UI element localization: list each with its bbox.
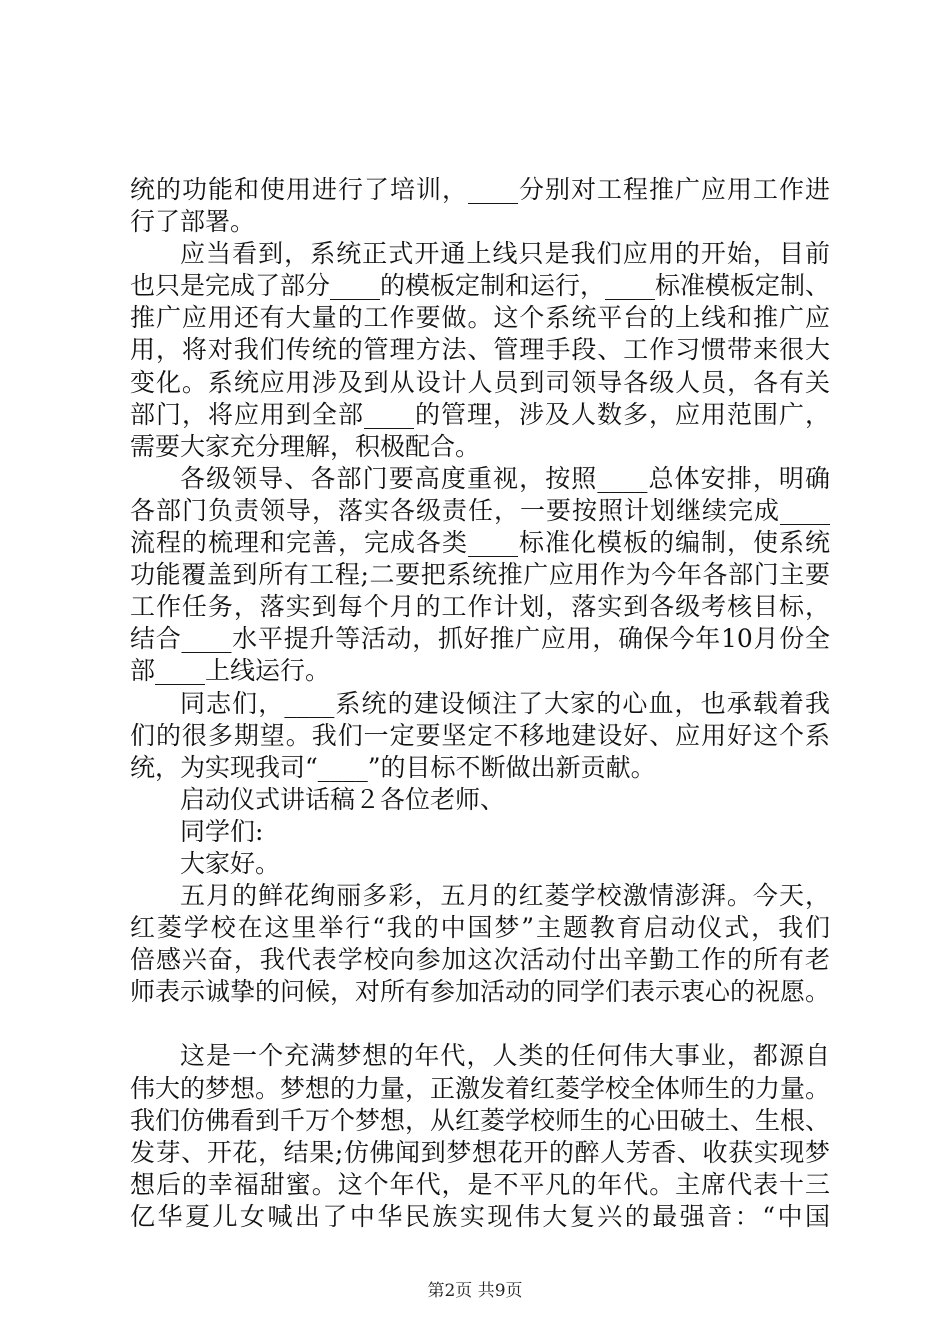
text-line: 们的很多期望。我们一定要坚定不移地建设好、应用好这个系 — [130, 720, 830, 750]
text-line: 发芽、开花，结果;仿佛闻到梦想花开的醉人芳香、收获实现梦 — [130, 1137, 830, 1167]
document-body — [130, 174, 830, 1233]
text-line: 统的功能和使用进行了培训，____分别对工程推广应用工作进 — [130, 175, 830, 204]
text-line: 同志们，____系统的建设倾注了大家的心血，也承载着我 — [180, 688, 830, 718]
text-line: 五月的鲜花绚丽多彩，五月的红菱学校激情澎湃。今天， — [180, 881, 830, 911]
text-line: 也只是完成了部分____的模板定制和运行，____标准模板定制、 — [130, 271, 831, 301]
page-number-footer: 第2页 共9页 — [427, 1281, 523, 1301]
text-line: 变化。系统应用涉及到从设计人员到司领导各级人员，各有关 — [130, 367, 830, 397]
text-line: 我们仿佛看到千万个梦想，从红菱学校师生的心田破土、生根、 — [130, 1105, 831, 1135]
text-line: 倍感兴奋，我代表学校向参加这次活动付出辛勤工作的所有老 — [130, 945, 830, 975]
text-line: 部____上线运行。 — [130, 656, 331, 686]
text-line: 伟大的梦想。梦想的力量，正激发着红菱学校全体师生的力量。 — [130, 1073, 831, 1103]
section-heading: 启动仪式讲话稿２各位老师、 — [180, 784, 506, 814]
text-line: 推广应用还有大量的工作要做。这个系统平台的上线和推广应 — [130, 303, 830, 333]
text-line: 各部门负责领导，落实各级责任，一要按照计划继续完成____ — [130, 495, 830, 525]
salutation: 同学们: — [180, 816, 264, 846]
text-line: 红菱学校在这里举行“我的中国梦”主题教育启动仪式，我们 — [130, 913, 830, 943]
text-line: 行了部署。 — [130, 207, 256, 237]
text-line: 统，为实现我司“____”的目标不断做出新贡献。 — [130, 752, 656, 782]
text-line: 亿华夏儿女喊出了中华民族实现伟大复兴的最强音：“中国 — [130, 1201, 830, 1231]
text-line: 结合____水平提升等活动，抓好推广应用，确保今年10月份全 — [130, 624, 830, 654]
text-line: 这是一个充满梦想的年代，人类的任何伟大事业，都源自 — [180, 1041, 830, 1071]
text-line: 各级领导、各部门要高度重视，按照____总体安排，明确 — [180, 463, 830, 493]
text-line: 流程的梳理和完善，完成各类____标准化模板的编制，使系统 — [130, 528, 830, 558]
text-line: 师表示诚挚的问候，对所有参加活动的同学们表示衷心的祝愿。 — [130, 977, 831, 1007]
text-line: 部门，将应用到全部____的管理，涉及人数多，应用范围广， — [130, 399, 830, 429]
text-line: 需要大家充分理解，积极配合。 — [130, 431, 481, 461]
greeting: 大家好。 — [180, 848, 281, 878]
text-line: 功能覆盖到所有工程;二要把系统推广应用作为今年各部门主要 — [130, 560, 830, 590]
text-line: 工作任务，落实到每个月的工作计划，落实到各级考核目标， — [130, 592, 830, 622]
text-line: 用，将对我们传统的管理方法、管理手段、工作习惯带来很大 — [130, 335, 830, 365]
text-line: 想后的幸福甜蜜。这个年代，是不平凡的年代。主席代表十三 — [130, 1169, 830, 1199]
paragraph-gap — [130, 1008, 830, 1040]
text-line: 应当看到，系统正式开通上线只是我们应用的开始，目前 — [180, 239, 830, 269]
